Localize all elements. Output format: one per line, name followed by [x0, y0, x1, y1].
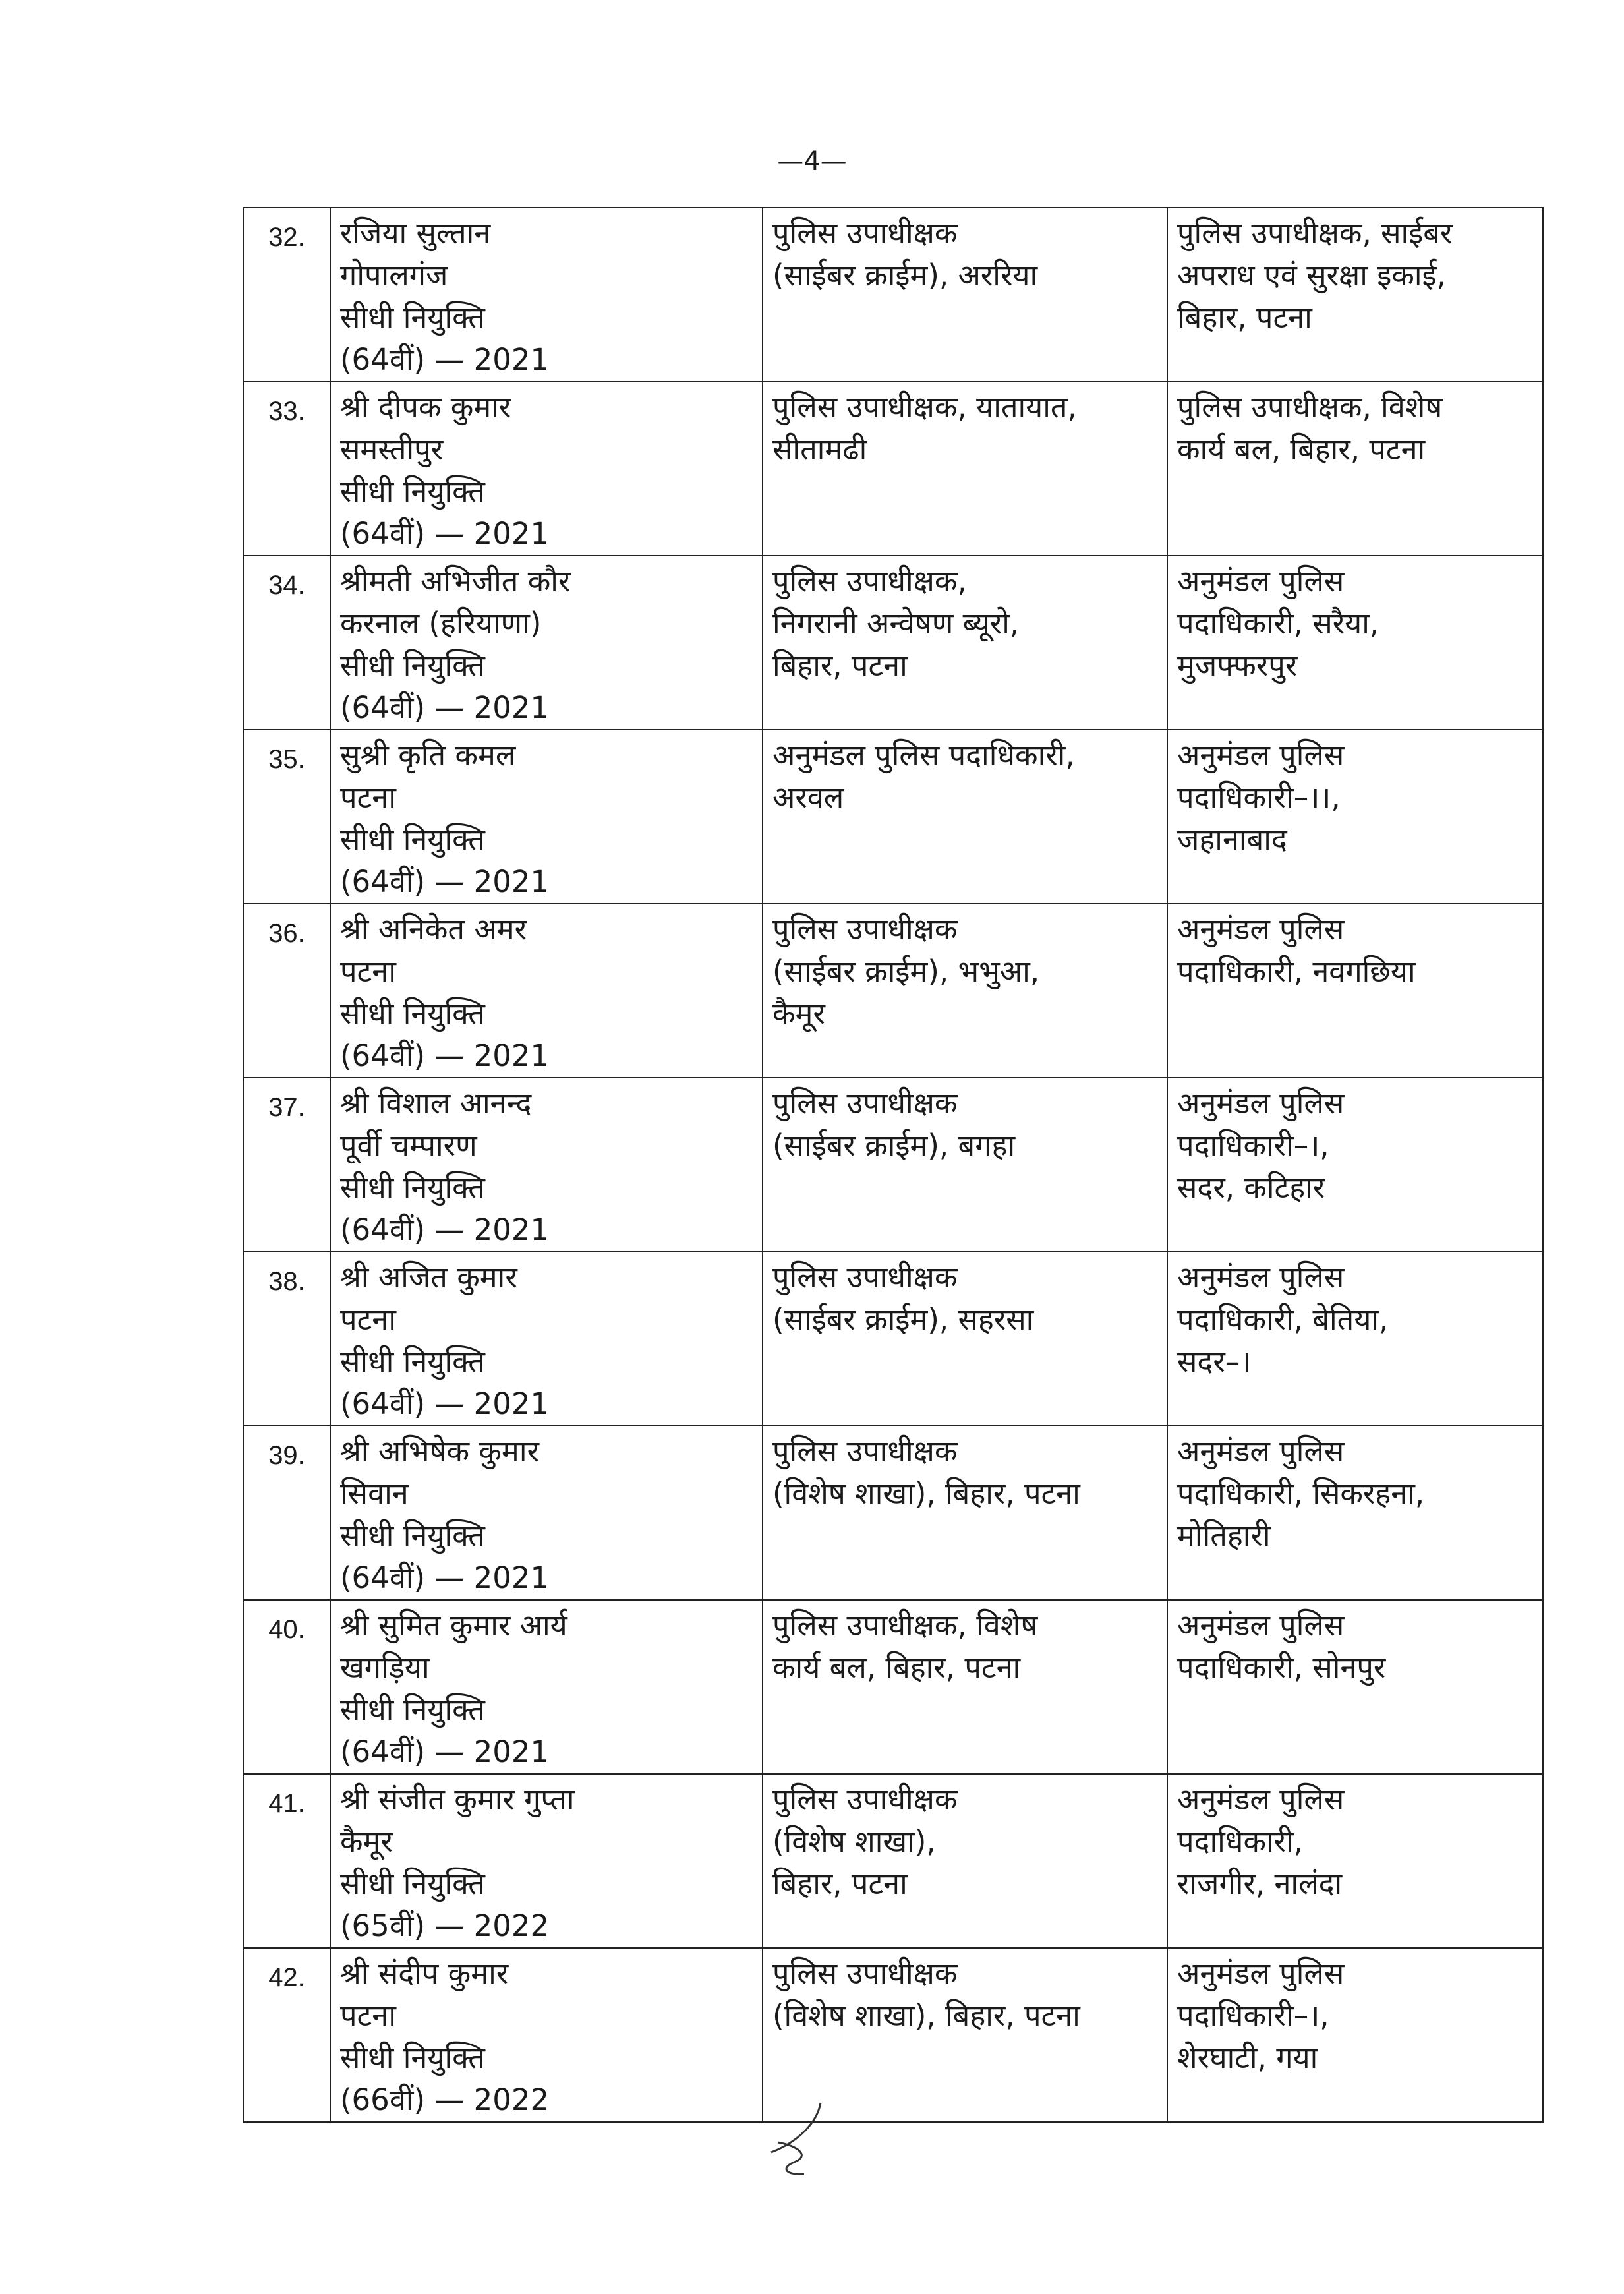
- officer-cell: [330, 1078, 763, 1252]
- new-posting-cell-posting-line3: राजगीर, नालंदा: [1177, 1866, 1343, 1901]
- officer-cell-home: कैमूर: [340, 1824, 393, 1859]
- new-posting-cell-posting-line2: पदाधिकारी,: [1177, 1824, 1304, 1859]
- new-posting-cell-posting-line3: शेरघाटी, गया: [1177, 2040, 1318, 2075]
- officer-cell-name: श्री सुमित कुमार आर्य: [340, 1608, 567, 1643]
- officer-cell-home: पटना: [340, 780, 396, 815]
- serial-number-cell: [243, 730, 330, 904]
- serial-number-cell-sn: 39.: [268, 1441, 305, 1470]
- officer-cell-appointment: सीधी नियुक्ति: [340, 996, 485, 1031]
- new-posting-cell-posting-line1: पुलिस उपाधीक्षक, साईबर: [1177, 216, 1453, 250]
- serial-number-cell: [243, 556, 330, 730]
- serial-number-cell-sn: 36.: [268, 919, 305, 948]
- officer-cell-appointment: सीधी नियुक्ति: [340, 648, 485, 683]
- signature-mark: [758, 2096, 837, 2182]
- new-posting-cell-posting-line2: पदाधिकारी, सोनपुर: [1177, 1650, 1386, 1685]
- current-posting-cell: [763, 904, 1167, 1078]
- current-posting-cell-current-line1: अनुमंडल पुलिस पदाधिकारी,: [772, 738, 1075, 773]
- table-row: [243, 382, 1543, 556]
- officer-cell: [330, 1774, 763, 1948]
- current-posting-cell: [763, 1252, 1167, 1426]
- officer-cell-appointment: सीधी नियुक्ति: [340, 1170, 485, 1205]
- officer-cell-appointment: सीधी नियुक्ति: [340, 1344, 485, 1379]
- officer-cell-home: पूर्वी चम्पारण: [340, 1128, 477, 1163]
- officer-cell-batch: (64वीं) — 2021: [340, 1386, 550, 1421]
- current-posting-cell-current-line1: पुलिस उपाधीक्षक, विशेष: [772, 1608, 1038, 1643]
- new-posting-cell-posting-line1: अनुमंडल पुलिस: [1177, 912, 1345, 947]
- new-posting-cell-posting-line1: अनुमंडल पुलिस: [1177, 1434, 1345, 1469]
- officer-cell-appointment: सीधी नियुक्ति: [340, 1518, 485, 1553]
- officer-cell-batch: (66वीं) — 2022: [340, 2082, 550, 2117]
- table-body: [243, 208, 1543, 2122]
- current-posting-cell-current-line1: पुलिस उपाधीक्षक: [772, 1782, 958, 1817]
- new-posting-cell-posting-line2: पदाधिकारी–।।,: [1177, 780, 1341, 815]
- new-posting-cell-posting-line2: पदाधिकारी, बेतिया,: [1177, 1302, 1389, 1337]
- serial-number-cell-sn: 38.: [268, 1267, 305, 1296]
- current-posting-cell-current-line2: (विशेष शाखा), बिहार, पटना: [772, 1998, 1080, 2033]
- new-posting-cell-posting-line2: कार्य बल, बिहार, पटना: [1177, 432, 1426, 467]
- new-posting-cell-posting-line1: पुलिस उपाधीक्षक, विशेष: [1177, 390, 1443, 425]
- current-posting-cell: [763, 1078, 1167, 1252]
- new-posting-cell: [1167, 1252, 1543, 1426]
- table-row: [243, 1078, 1543, 1252]
- serial-number-cell: [243, 1600, 330, 1774]
- officer-cell-home: पटना: [340, 1998, 396, 2033]
- serial-number-cell: [243, 1774, 330, 1948]
- officer-cell-home: पटना: [340, 1302, 396, 1337]
- new-posting-cell: [1167, 1078, 1543, 1252]
- new-posting-cell-posting-line2: पदाधिकारी, नवगछिया: [1177, 954, 1416, 989]
- officer-cell-home: सिवान: [340, 1476, 409, 1511]
- new-posting-cell-posting-line2: पदाधिकारी, सरैया,: [1177, 606, 1379, 641]
- new-posting-cell-posting-line3: सदर, कटिहार: [1177, 1170, 1325, 1205]
- officer-cell-batch: (64वीं) — 2021: [340, 342, 550, 377]
- officer-cell-name: रजिया सुल्तान: [340, 216, 491, 250]
- officer-cell-home: समस्तीपुर: [340, 432, 444, 467]
- serial-number-cell-sn: 41.: [268, 1789, 305, 1818]
- serial-number-cell-sn: 42.: [268, 1963, 305, 1992]
- table-row: [243, 1600, 1543, 1774]
- officer-cell: [330, 208, 763, 382]
- officer-cell: [330, 1252, 763, 1426]
- current-posting-cell-current-line1: पुलिस उपाधीक्षक: [772, 216, 958, 250]
- officer-cell-home: खगड़िया: [340, 1650, 430, 1685]
- new-posting-cell-posting-line1: अनुमंडल पुलिस: [1177, 1956, 1345, 1991]
- serial-number-cell-sn: 35.: [268, 745, 305, 774]
- current-posting-cell-current-line2: (विशेष शाखा),: [772, 1824, 936, 1859]
- officer-cell-name: श्री दीपक कुमार: [340, 390, 511, 425]
- current-posting-cell-current-line2: (साईबर क्राईम), बगहा: [772, 1128, 1016, 1163]
- page-number: —4—: [777, 146, 847, 177]
- officer-cell: [330, 382, 763, 556]
- officer-cell-name: श्री संजीत कुमार गुप्ता: [340, 1782, 575, 1817]
- officer-cell-batch: (64वीं) — 2021: [340, 1212, 550, 1247]
- serial-number-cell: [243, 1948, 330, 2122]
- current-posting-cell: [763, 556, 1167, 730]
- current-posting-cell-current-line2: निगरानी अन्वेषण ब्यूरो,: [772, 606, 1020, 641]
- officer-cell: [330, 1948, 763, 2122]
- table-row: [243, 730, 1543, 904]
- officer-cell: [330, 556, 763, 730]
- serial-number-cell-sn: 37.: [268, 1093, 305, 1122]
- current-posting-cell-current-line1: पुलिस उपाधीक्षक: [772, 1434, 958, 1469]
- new-posting-cell: [1167, 208, 1543, 382]
- current-posting-cell-current-line3: बिहार, पटना: [772, 648, 908, 683]
- officer-cell-home: करनाल (हरियाणा): [340, 606, 542, 641]
- current-posting-cell-current-line2: कार्य बल, बिहार, पटना: [772, 1650, 1021, 1685]
- officer-cell-batch: (64वीं) — 2021: [340, 1734, 550, 1769]
- current-posting-cell-current-line1: पुलिस उपाधीक्षक: [772, 912, 958, 947]
- current-posting-cell: [763, 1426, 1167, 1600]
- new-posting-cell: [1167, 1426, 1543, 1600]
- officer-cell-home: पटना: [340, 954, 396, 989]
- current-posting-cell-current-line3: बिहार, पटना: [772, 1866, 908, 1901]
- officer-cell-batch: (64वीं) — 2021: [340, 516, 550, 551]
- current-posting-cell-current-line2: (साईबर क्राईम), सहरसा: [772, 1302, 1034, 1337]
- table-row: [243, 1426, 1543, 1600]
- current-posting-cell: [763, 382, 1167, 556]
- officer-cell-name: सुश्री कृति कमल: [340, 738, 516, 773]
- officer-cell-name: श्री विशाल आनन्द: [340, 1086, 532, 1121]
- officer-cell-appointment: सीधी नियुक्ति: [340, 474, 485, 509]
- current-posting-cell-current-line2: (साईबर क्राईम), भभुआ,: [772, 954, 1040, 989]
- officer-cell-batch: (65वीं) — 2022: [340, 1908, 550, 1943]
- new-posting-cell: [1167, 730, 1543, 904]
- current-posting-cell-current-line2: अरवल: [772, 780, 844, 815]
- current-posting-cell-current-line1: पुलिस उपाधीक्षक: [772, 1956, 958, 1991]
- new-posting-cell: [1167, 1600, 1543, 1774]
- serial-number-cell-sn: 32.: [268, 223, 305, 252]
- officer-cell-appointment: सीधी नियुक्ति: [340, 1692, 485, 1727]
- table-row: [243, 904, 1543, 1078]
- officer-cell: [330, 730, 763, 904]
- officer-cell-name: श्रीमती अभिजीत कौर: [340, 564, 571, 599]
- officer-cell-batch: (64वीं) — 2021: [340, 1038, 550, 1073]
- new-posting-cell-posting-line1: अनुमंडल पुलिस: [1177, 1608, 1345, 1643]
- serial-number-cell: [243, 382, 330, 556]
- current-posting-cell-current-line2: सीतामढी: [772, 432, 867, 467]
- serial-number-cell: [243, 1426, 330, 1600]
- officer-cell-batch: (64वीं) — 2021: [340, 690, 550, 725]
- officer-cell-name: श्री संदीप कुमार: [340, 1956, 509, 1991]
- serial-number-cell-sn: 34.: [268, 571, 305, 600]
- officer-cell-batch: (64वीं) — 2021: [340, 1560, 550, 1595]
- new-posting-cell-posting-line1: अनुमंडल पुलिस: [1177, 1260, 1345, 1295]
- officer-cell-appointment: सीधी नियुक्ति: [340, 822, 485, 857]
- officer-cell-home: गोपालगंज: [340, 258, 448, 293]
- new-posting-cell-posting-line2: पदाधिकारी, सिकरहना,: [1177, 1476, 1425, 1511]
- officer-cell-appointment: सीधी नियुक्ति: [340, 300, 485, 335]
- serial-number-cell: [243, 904, 330, 1078]
- new-posting-cell-posting-line2: पदाधिकारी–।,: [1177, 1128, 1329, 1163]
- officer-cell: [330, 1426, 763, 1600]
- current-posting-cell: [763, 1774, 1167, 1948]
- table-row: [243, 1948, 1543, 2122]
- new-posting-cell: [1167, 382, 1543, 556]
- current-posting-cell-current-line2: (विशेष शाखा), बिहार, पटना: [772, 1476, 1080, 1511]
- current-posting-cell-current-line2: (साईबर क्राईम), अररिया: [772, 258, 1038, 293]
- serial-number-cell: [243, 1078, 330, 1252]
- table-row: [243, 1252, 1543, 1426]
- new-posting-cell: [1167, 904, 1543, 1078]
- serial-number-cell-sn: 40.: [268, 1615, 305, 1644]
- current-posting-cell: [763, 208, 1167, 382]
- new-posting-cell: [1167, 556, 1543, 730]
- transfer-table: [243, 207, 1544, 2123]
- current-posting-cell-current-line3: कैमूर: [772, 996, 825, 1031]
- new-posting-cell-posting-line1: अनुमंडल पुलिस: [1177, 1086, 1345, 1121]
- current-posting-cell: [763, 1600, 1167, 1774]
- current-posting-cell-current-line1: पुलिस उपाधीक्षक, यातायात,: [772, 390, 1077, 425]
- new-posting-cell-posting-line3: मोतिहारी: [1177, 1518, 1271, 1553]
- officer-cell: [330, 904, 763, 1078]
- new-posting-cell-posting-line3: जहानाबाद: [1177, 822, 1287, 857]
- new-posting-cell: [1167, 1948, 1543, 2122]
- table-row: [243, 208, 1543, 382]
- table-row: [243, 556, 1543, 730]
- new-posting-cell: [1167, 1774, 1543, 1948]
- new-posting-cell-posting-line3: सदर–।: [1177, 1344, 1252, 1379]
- new-posting-cell-posting-line3: बिहार, पटना: [1177, 300, 1312, 335]
- new-posting-cell-posting-line1: अनुमंडल पुलिस: [1177, 738, 1345, 773]
- new-posting-cell-posting-line2: पदाधिकारी–।,: [1177, 1998, 1329, 2033]
- officer-cell-name: श्री अभिषेक कुमार: [340, 1434, 539, 1469]
- officer-cell-name: श्री अजित कुमार: [340, 1260, 517, 1295]
- current-posting-cell: [763, 730, 1167, 904]
- new-posting-cell-posting-line1: अनुमंडल पुलिस: [1177, 1782, 1345, 1817]
- current-posting-cell-current-line1: पुलिस उपाधीक्षक: [772, 1260, 958, 1295]
- table-row: [243, 1774, 1543, 1948]
- officer-cell: [330, 1600, 763, 1774]
- officer-cell-batch: (64वीं) — 2021: [340, 864, 550, 899]
- new-posting-cell-posting-line1: अनुमंडल पुलिस: [1177, 564, 1345, 599]
- officer-cell-appointment: सीधी नियुक्ति: [340, 1866, 485, 1901]
- serial-number-cell: [243, 1252, 330, 1426]
- serial-number-cell-sn: 33.: [268, 397, 305, 426]
- new-posting-cell-posting-line2: अपराध एवं सुरक्षा इकाई,: [1177, 258, 1446, 293]
- current-posting-cell-current-line1: पुलिस उपाधीक्षक,: [772, 564, 967, 599]
- new-posting-cell-posting-line3: मुजफ्फरपुर: [1177, 648, 1298, 683]
- serial-number-cell: [243, 208, 330, 382]
- current-posting-cell-current-line1: पुलिस उपाधीक्षक: [772, 1086, 958, 1121]
- officer-cell-appointment: सीधी नियुक्ति: [340, 2040, 485, 2075]
- officer-cell-name: श्री अनिकेत अमर: [340, 912, 527, 947]
